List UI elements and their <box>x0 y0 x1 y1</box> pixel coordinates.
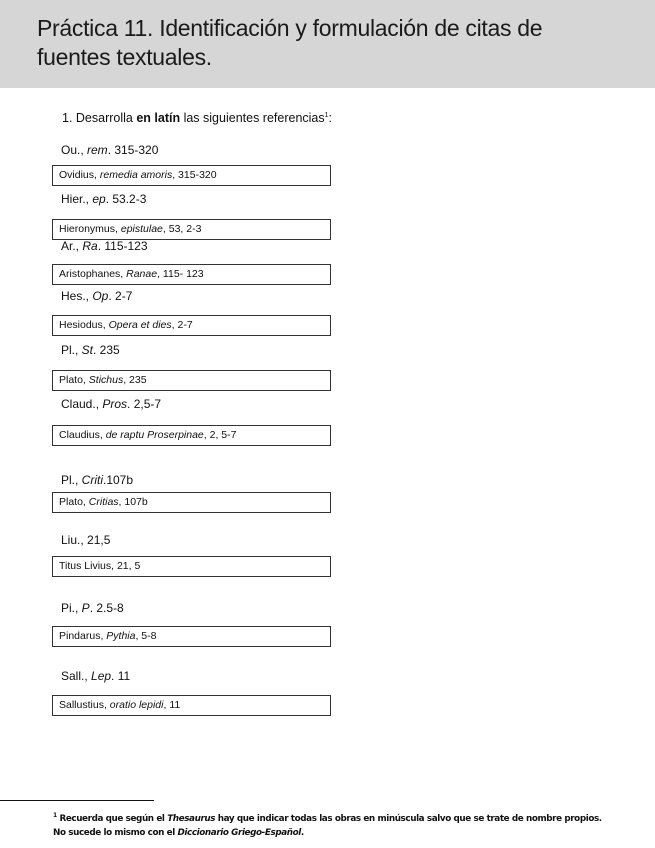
abbreviated-reference <box>61 601 124 615</box>
ref-text: Pl., <box>61 343 82 357</box>
abbreviated-reference <box>61 343 120 357</box>
ref-work: P <box>81 601 90 615</box>
answer-box[interactable] <box>52 219 331 240</box>
answer-author: Plato, <box>59 496 89 508</box>
abbreviated-reference <box>61 473 133 487</box>
answer-work: de raptu Proserpinae <box>105 429 204 441</box>
ref-text: Hes., <box>61 289 93 303</box>
answer-loc: , 53, 2-3 <box>162 223 202 235</box>
ref-text: Sall., <box>61 669 92 683</box>
ref-loc: . 2-7 <box>108 289 133 303</box>
ref-text: Ou., <box>61 143 88 157</box>
answer-box[interactable] <box>52 315 331 336</box>
answer-author: Claudius, <box>59 429 106 441</box>
answer-box[interactable] <box>52 626 331 647</box>
exercise-instruction <box>62 111 332 125</box>
answer-box[interactable] <box>52 370 331 391</box>
footnote-number: 1 <box>53 812 57 819</box>
answer-loc: , 235 <box>123 374 147 386</box>
ref-loc: . 11 <box>111 669 131 683</box>
footnote-text: Recuerda que según el <box>56 813 168 824</box>
abbreviated-reference <box>61 397 161 411</box>
abbreviated-reference <box>61 192 146 206</box>
answer-author: Aristophanes, <box>59 268 127 280</box>
answer-loc: , 2, 5-7 <box>203 429 237 441</box>
ref-loc: .107b <box>103 473 134 487</box>
answer-author: Hieronymus, <box>59 223 121 235</box>
answer-box[interactable] <box>52 264 331 285</box>
ref-text: Hier., <box>61 192 93 206</box>
abbreviated-reference <box>61 289 132 303</box>
page-title: Práctica 11. Identificación y formulación de citas de fuentes textuales. <box>37 15 543 70</box>
footnote-italic: Diccionario Griego-Español <box>177 827 301 838</box>
answer-work: Critias <box>88 496 119 508</box>
instr-bold: en latín <box>136 111 181 125</box>
answer-work: remedia amoris <box>99 169 173 181</box>
ref-text: Claud., <box>61 397 103 411</box>
answer-author: Sallustius, <box>59 699 110 711</box>
answer-loc: , 107b <box>118 496 148 508</box>
answer-work: Stichus <box>88 374 124 386</box>
instr-text: 1. Desarrolla <box>62 111 137 125</box>
answer-box[interactable] <box>52 695 331 716</box>
footnote-rule <box>0 800 154 801</box>
answer-author: Hesiodus, <box>59 319 109 331</box>
answer-loc: , 11 <box>163 699 181 711</box>
ref-loc: . 2,5-7 <box>127 397 162 411</box>
ref-work: ep <box>92 192 106 206</box>
ref-text: Pl., <box>61 473 82 487</box>
instr-text: : <box>328 111 333 125</box>
answer-author: Ovidius, <box>59 169 100 181</box>
answer-box[interactable] <box>52 492 331 513</box>
answer-work: Pythia <box>106 630 136 642</box>
footnote <box>53 809 613 840</box>
header-band <box>0 0 655 88</box>
ref-loc: . 315-320 <box>107 143 159 157</box>
ref-work: Ra <box>82 239 98 253</box>
answer-author: Plato, <box>59 374 89 386</box>
ref-work: Op <box>92 289 109 303</box>
instr-text: las siguientes referencias <box>180 111 325 125</box>
answer-loc: , 115- 123 <box>157 268 204 280</box>
answer-loc: , 5-8 <box>135 630 157 642</box>
answer-author: Titus Livius, 21, 5 <box>59 560 141 572</box>
answer-box[interactable] <box>52 556 331 577</box>
ref-text: Liu., 21,5 <box>61 533 111 547</box>
ref-work: Pros <box>102 397 128 411</box>
abbreviated-reference <box>61 669 130 683</box>
ref-text: Pi., <box>61 601 82 615</box>
footnote-ref: 1 <box>324 111 329 119</box>
answer-loc: , 315-320 <box>172 169 217 181</box>
abbreviated-reference <box>61 143 158 157</box>
ref-loc: . 235 <box>93 343 120 357</box>
ref-work: St <box>81 343 94 357</box>
answer-author: Pindarus, <box>59 630 107 642</box>
answer-box[interactable] <box>52 165 331 186</box>
abbreviated-reference <box>61 239 148 253</box>
footnote-italic: Thesaurus <box>167 813 216 824</box>
ref-loc: . 53.2-3 <box>105 192 147 206</box>
footnote-text: . <box>300 827 304 838</box>
answer-work: oratio lepidi <box>109 699 164 711</box>
abbreviated-reference <box>61 533 110 547</box>
ref-loc: . 115-123 <box>97 239 148 253</box>
footnote-text: hay que indicar todas las obras en minúscula salvo que se trate de nombre propios. No sucede lo mismo con el <box>53 813 602 838</box>
answer-work: Opera et dies <box>108 319 172 331</box>
ref-loc: . 2.5-8 <box>89 601 124 615</box>
answer-box[interactable] <box>52 425 331 446</box>
ref-work: rem <box>87 143 108 157</box>
answer-work: epistulae <box>120 223 163 235</box>
answer-work: Ranae <box>126 268 158 280</box>
ref-work: Criti <box>81 473 103 487</box>
ref-work: Lep <box>91 669 112 683</box>
answer-loc: , 2-7 <box>171 319 193 331</box>
ref-text: Ar., <box>61 239 83 253</box>
